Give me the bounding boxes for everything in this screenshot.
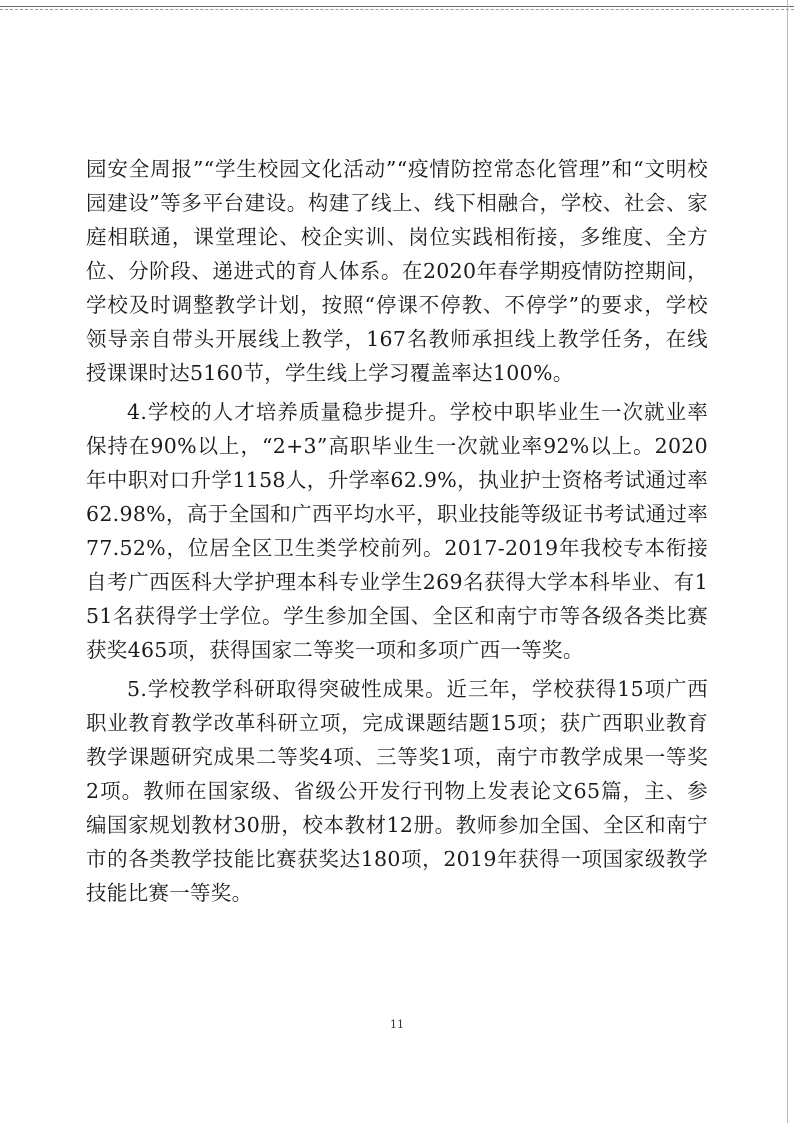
top-border-line (0, 6, 794, 7)
paragraph-talent-training: 4.学校的人才培养质量稳步提升。学校中职毕业生一次就业率保持在90%以上，“2+3”高职毕业生一次就业率92%以上。2020年中职对口升学1158人，升学率62.9%，执业护士资格考试通过率62.98%，高于全国和广西平均水平，职业技能等级证书考试通过率77.52%，位居全区卫生类学校前列。2017-2019年我校专本衔接自考广西医科大学护理本科专业学生269名获得大学本科毕业、有151名获得学士学位。学生参加全国、全区和南宁市等各级各类比赛获奖465项，获得国家二等奖一项和多项广西一等奖。 (86, 400, 708, 662)
page-number: 11 (390, 1018, 404, 1031)
paragraph-teaching-research: 5.学校教学科研取得突破性成果。近三年，学校获得15项广西职业教育教学改革科研立项，完成课题结题15项；获广西职业教育教学课题研究成果二等奖4项、三等奖1项，南宁市教学成果一等奖2项。教师在国家级、省级公开发行刊物上发表论文65篇，主、参编国家规划教材30册，校本教材12册。教师参加全国、全区和南宁市的各类教学技能比赛获奖达180项，2019年获得一项国家级教学技能比赛一等奖。 (86, 677, 708, 905)
paragraph-continuation: 园安全周报”“学生校园文化活动”“疫情防控常态化管理”和“文明校园建设”等多平台建设。构建了线上、线下相融合，学校、社会、家庭相联通，课堂理论、校企实训、岗位实践相衔接，多维度、全方位、分阶段、递进式的育人体系。在2020年春学期疫情防控期间，学校及时调整教学计划，按照“停课不停教、不停学”的要求，学校领导亲自带头开展线上教学，167名教师承担线上教学任务，在线授课课时达5160节，学生线上学习覆盖率达100%。 (86, 157, 708, 385)
document-body (86, 152, 708, 910)
top-dashed-line (0, 9, 794, 10)
right-scan-edge (787, 0, 788, 1123)
